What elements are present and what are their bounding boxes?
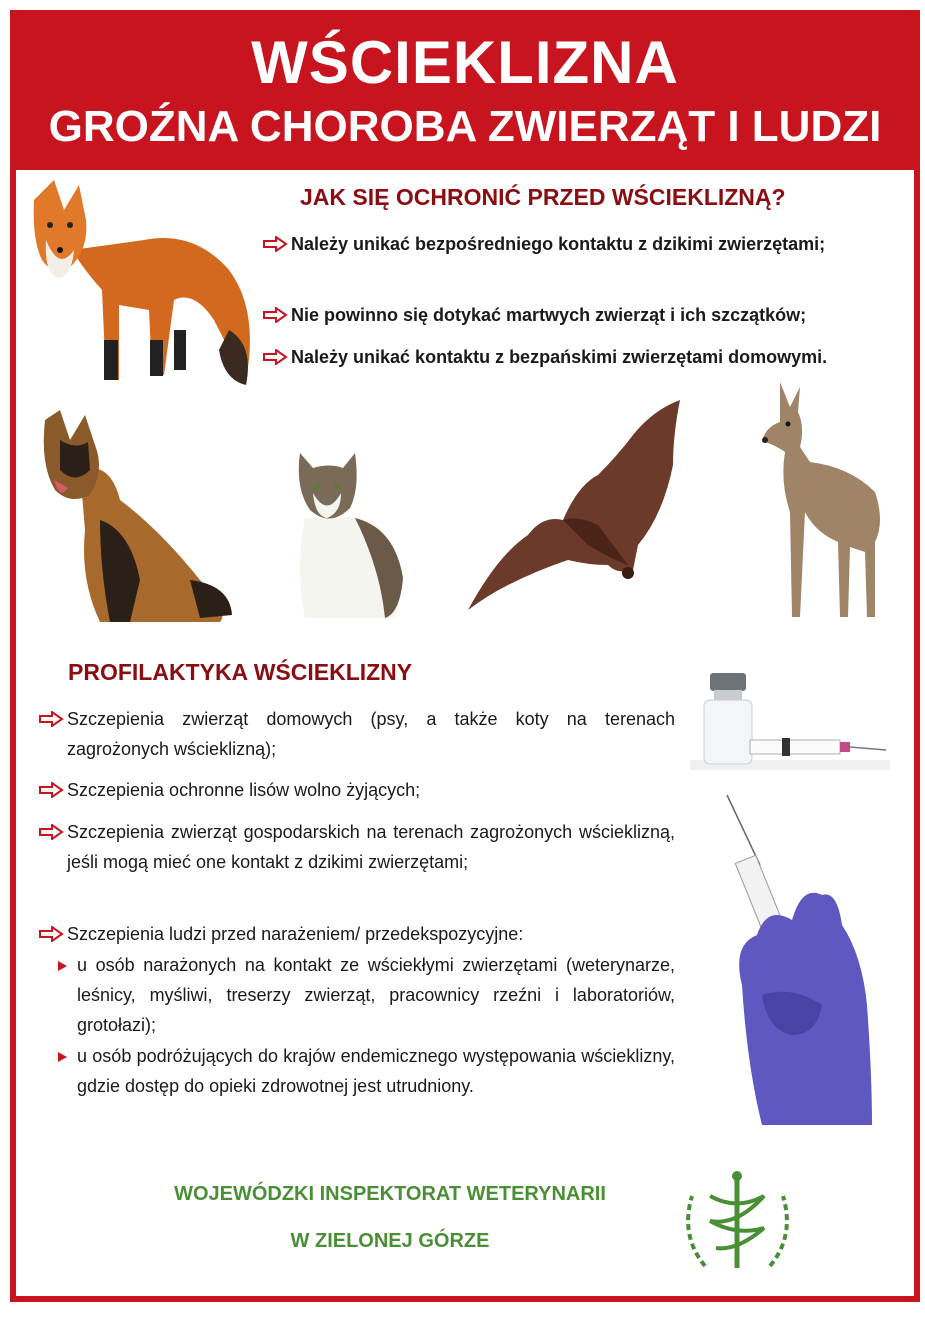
protection-item: Należy unikać bezpośredniego kontaktu z dzikimi zwierzętami;	[291, 234, 826, 254]
bullet-triangle-icon	[58, 1052, 67, 1062]
prevention-item: Szczepienia zwierząt gospodarskich na terenach zagrożonych wścieklizną, jeśli mogą mieć one kontakt z dzikimi zwierzętami;	[67, 822, 675, 872]
veterinary-emblem-logo	[680, 1166, 795, 1276]
bat-image	[468, 395, 688, 615]
protection-item: Nie powinno się dotykać martwych zwierząt i ich szczątków;	[291, 305, 807, 325]
prevention-heading: PROFILAKTYKA WŚCIEKLIZNY	[68, 659, 413, 685]
prevention-item: Szczepienia ochronne lisów wolno żyjących;	[67, 780, 421, 800]
arrow-right-icon	[262, 236, 288, 252]
gloved-hand-image	[722, 795, 877, 1125]
fox-image	[24, 180, 259, 395]
footer-city: W ZIELONEJ GÓRZE	[290, 1230, 490, 1252]
prevention-item: Szczepienia zwierząt domowych (psy, a także koty na terenach zagrożonych wścieklizną);	[67, 709, 675, 759]
protection-item: Należy unikać kontaktu z bezpańskimi zwierzętami domowymi.	[291, 347, 828, 367]
arrow-right-icon	[38, 824, 64, 840]
cat-image	[285, 448, 410, 623]
vaccine-vial-image	[690, 668, 890, 770]
prevention-item: Szczepienia ludzi przed narażeniem/ przedekspozycyjne:	[67, 924, 524, 944]
prevention-subitem: u osób narażonych na kontakt ze wściekłymi zwierzętami (weterynarze, leśnicy, myśliwi, treserzy zwierząt, pracownicy rzeźni i laboratoriów, grotołazi);	[77, 955, 675, 1035]
page-title: WŚCIEKLIZNA	[251, 29, 679, 96]
arrow-right-icon	[262, 349, 288, 365]
arrow-right-icon	[262, 307, 288, 323]
arrow-right-icon	[38, 711, 64, 727]
prevention-subitem: u osób podróżujących do krajów endemicznego występowania wścieklizny, gdzie dostęp do opieki zdrowotnej jest utrudniony.	[77, 1046, 675, 1096]
arrow-right-icon	[38, 926, 64, 942]
deer-image	[750, 382, 890, 622]
page-subtitle: GROŹNA CHOROBA ZWIERZĄT I LUDZI	[48, 102, 882, 151]
header-banner	[10, 10, 920, 170]
protection-heading: JAK SIĘ OCHRONIĆ PRZED WŚCIEKLIZNĄ?	[300, 184, 786, 210]
arrow-right-icon	[38, 782, 64, 798]
footer-organization: WOJEWÓDZKI INSPEKTORAT WETERYNARII	[174, 1183, 606, 1205]
bullet-triangle-icon	[58, 961, 67, 971]
dog-image	[40, 410, 235, 625]
